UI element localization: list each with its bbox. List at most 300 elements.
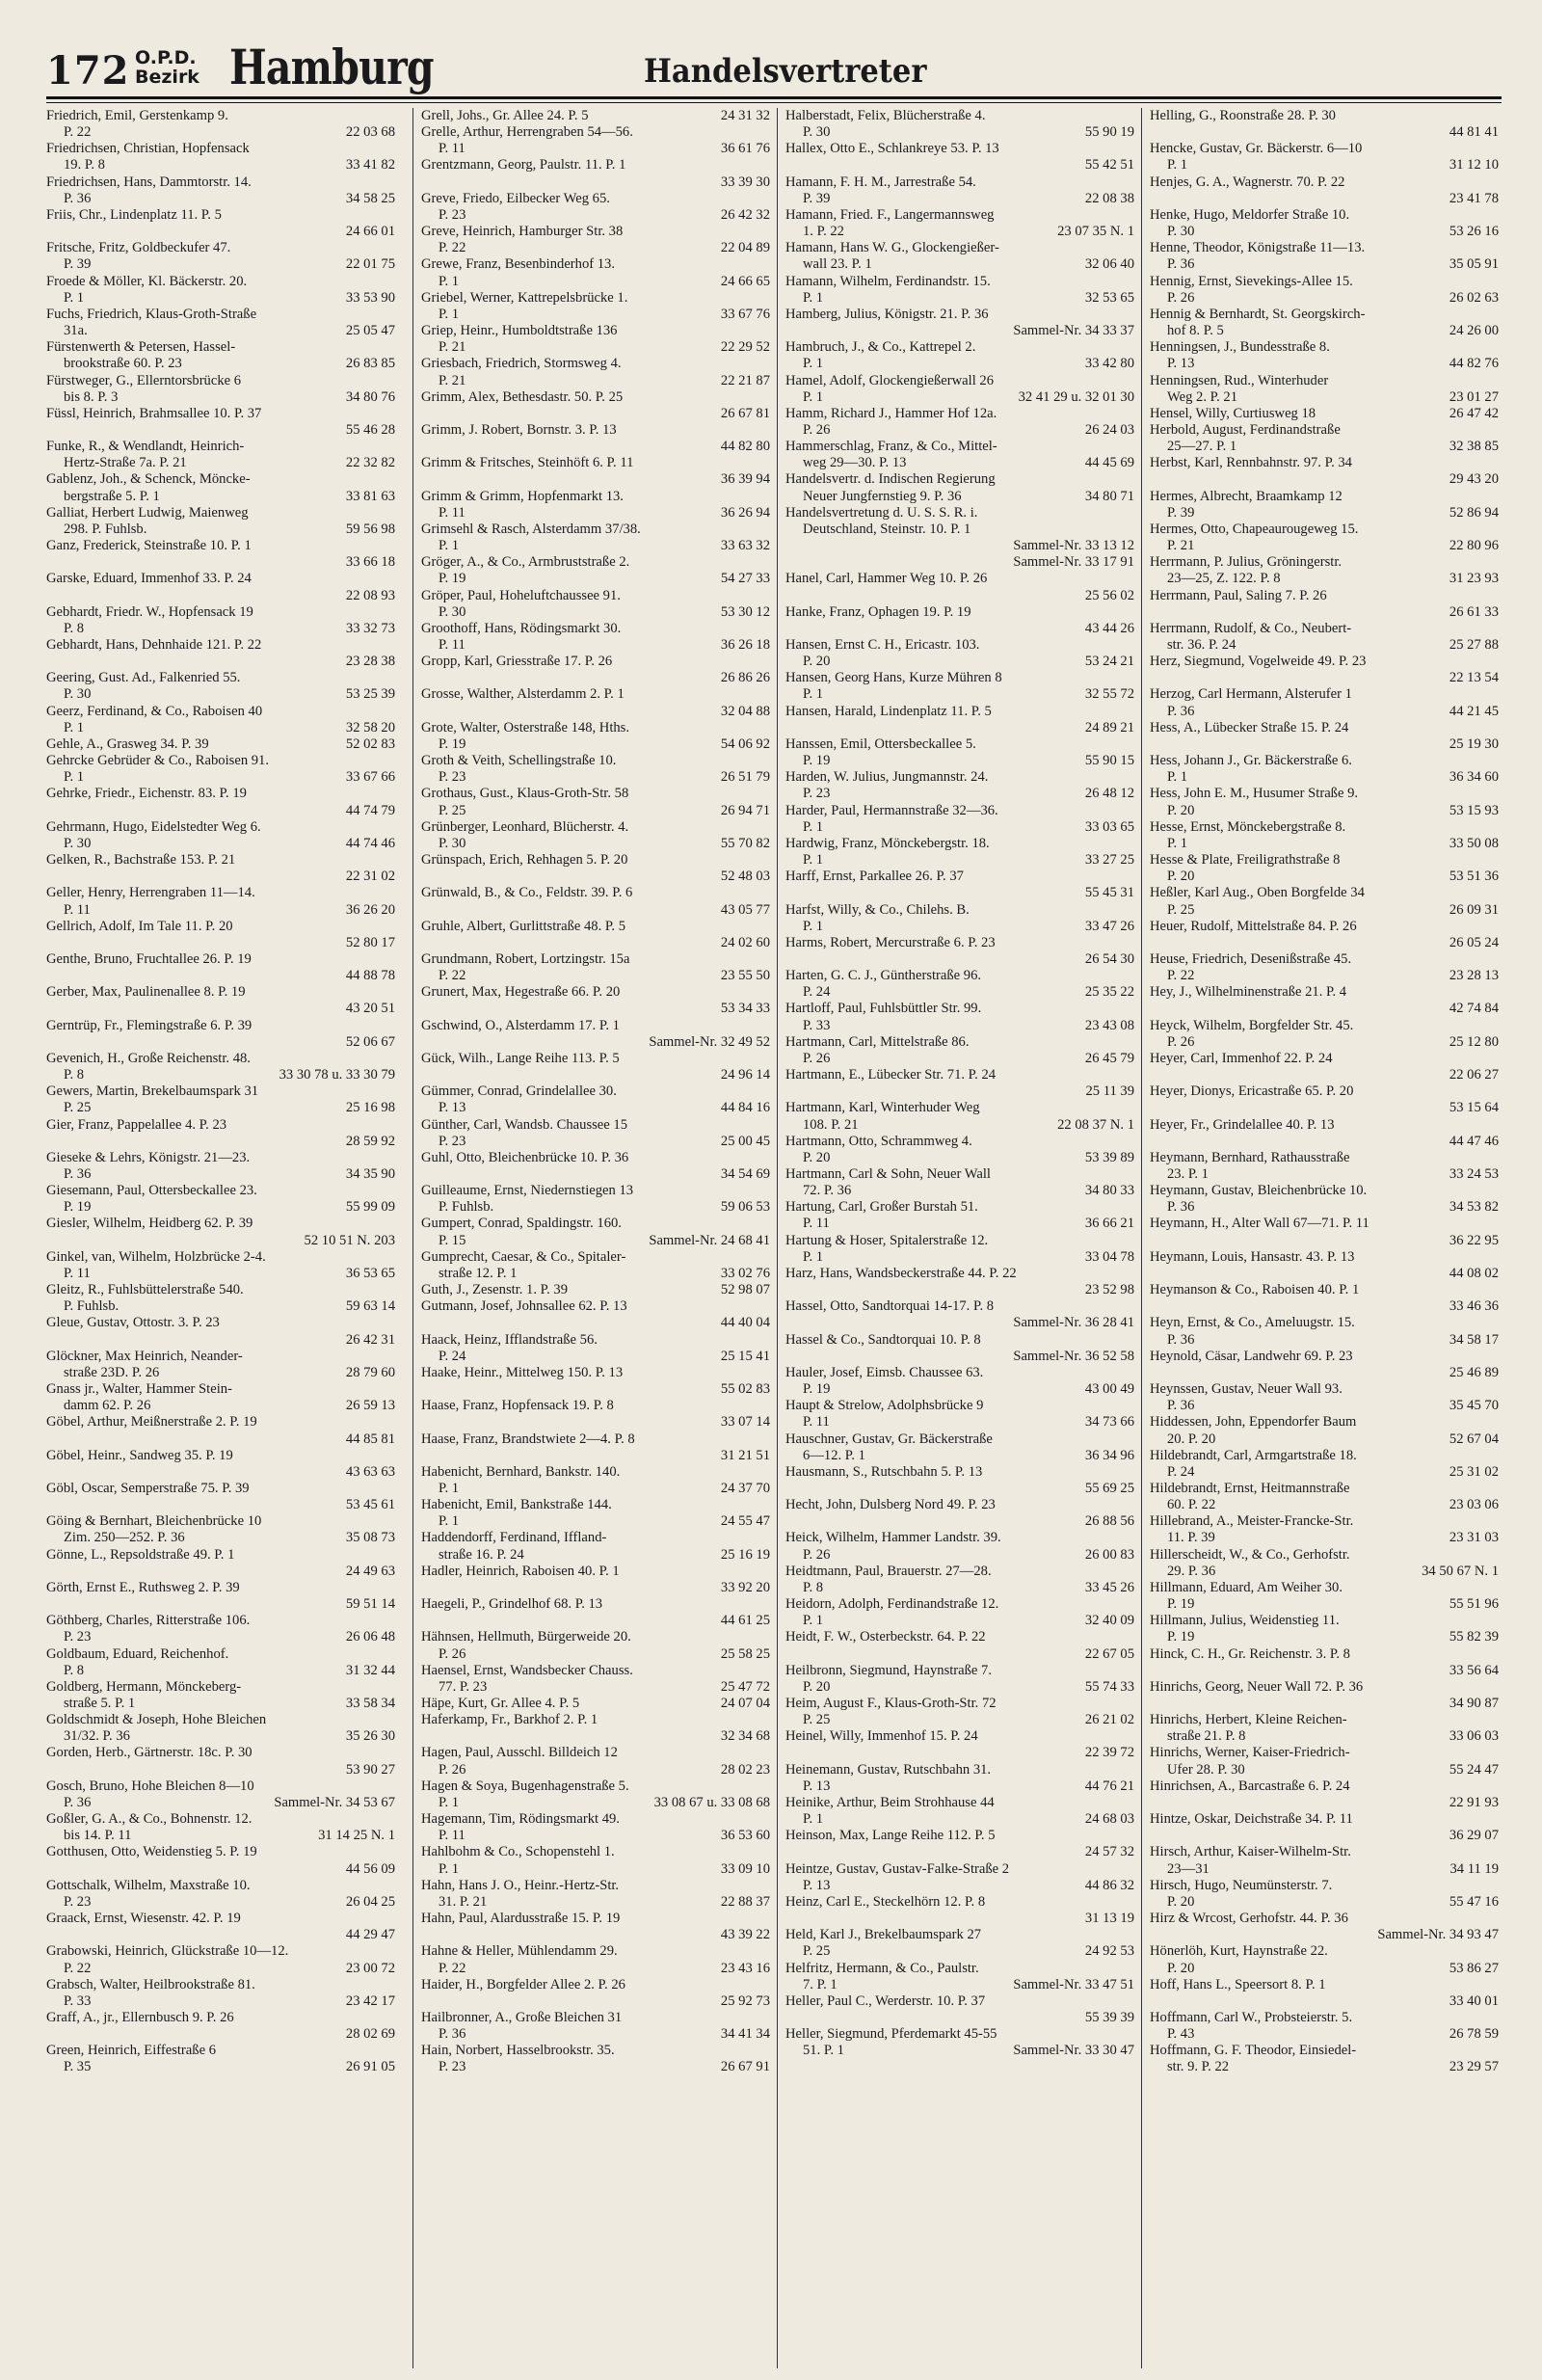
phone-number-line: 34 54 69 — [720, 1166, 770, 1182]
phone-number-line: Sammel-Nr. 36 28 41 — [1013, 1315, 1134, 1331]
entry-line-with-phone — [1150, 1530, 1502, 1546]
entry-line: Greve, Friedo, Eilbecker Weg 65. — [421, 190, 610, 206]
entry-text: P. 1 — [803, 818, 824, 835]
entry-line: Hesse, Ernst, Mönckebergstraße 8. — [1150, 818, 1346, 835]
entry-text: P. 1 — [803, 1248, 824, 1265]
entry-text: P. 13 — [803, 1877, 831, 1893]
entry-line: Heinike, Arthur, Beim Strohhause 44 — [785, 1794, 995, 1810]
phone-number-line: 23 52 98 — [1084, 1282, 1134, 1298]
entry-text: Grell, Johs., Gr. Allee 24. P. 5 — [421, 108, 589, 123]
entry-line-with-phone — [421, 1696, 774, 1712]
phone-number-line: 44 61 25 — [720, 1613, 770, 1629]
phone-number: 54 27 33 — [720, 571, 770, 587]
entry-line: Gotthusen, Otto, Weidenstieg 5. P. 19 — [46, 1844, 257, 1860]
phone-number-line: 43 63 63 — [345, 1463, 395, 1480]
phone-number-line: 24 49 63 — [345, 1563, 395, 1579]
entry-line-with-phone — [421, 307, 774, 323]
entry-line: Hähnsen, Hellmuth, Bürgerweide 20. — [421, 1629, 631, 1645]
entry-line-with-phone — [1150, 1497, 1502, 1513]
entry-line-with-phone — [46, 1894, 399, 1911]
entry-line-with-phone — [46, 191, 399, 207]
entry-line: Hartung & Hoser, Spitalerstraße 12. — [785, 1232, 989, 1248]
entry-line: Haase, Franz, Brandstwiete 2—4. P. 8 — [421, 1431, 635, 1447]
entry-line: Hoffmann, G. F. Theodor, Einsiedel- — [1150, 2043, 1357, 2059]
entry-line: Fürstweger, G., Ellerntorsbrücke 6 — [46, 372, 242, 388]
entry-line: Hermes, Albrecht, Braamkamp 12 — [1150, 488, 1343, 504]
phone-number: 23 43 16 — [720, 1960, 770, 1976]
entry-text: P. 25 — [803, 1712, 831, 1728]
phone-number: 25 15 41 — [720, 1348, 770, 1364]
entry-line-with-phone — [785, 1051, 1138, 1067]
entry-line: Grünberger, Leonhard, Blücherstr. 4. — [421, 818, 629, 835]
entry-text: P. 21 — [439, 339, 466, 356]
entry-text: P. 30 — [803, 124, 831, 141]
phone-number: 55 70 82 — [720, 835, 770, 851]
entry-line: Groth & Veith, Schellingstraße 10. — [421, 753, 617, 769]
entry-line-with-phone — [421, 571, 774, 587]
phone-number-line: 26 42 31 — [345, 1331, 395, 1348]
phone-number: 33 03 65 — [1084, 818, 1134, 835]
phone-number: 24 31 32 — [720, 108, 770, 123]
phone-number-line: 33 56 64 — [1449, 1662, 1499, 1678]
phone-number: 23 29 57 — [1449, 2059, 1499, 2075]
entry-line-with-phone — [46, 769, 399, 786]
district-label — [135, 48, 199, 87]
entry-line: Hamann, Wilhelm, Ferdinandstr. 15. — [785, 273, 991, 289]
entry-line-with-phone — [421, 604, 774, 621]
phone-number: 23 55 50 — [720, 968, 770, 984]
column-2 — [412, 108, 774, 2368]
entry-text: P. 13 — [803, 1778, 831, 1794]
entry-line: Hagen, Paul, Ausschl. Billdeich 12 — [421, 1745, 618, 1761]
entry-line: Gebhardt, Hans, Dehnhaide 121. P. 22 — [46, 637, 262, 653]
phone-number: 59 63 14 — [345, 1298, 395, 1315]
phone-number: 53 51 36 — [1449, 869, 1499, 885]
entry-text: str. 36. P. 24 — [1167, 637, 1236, 653]
phone-number: 33 41 82 — [345, 157, 395, 174]
entry-line: Habenicht, Emil, Bankstraße 144. — [421, 1497, 612, 1513]
phone-number: 28 79 60 — [345, 1364, 395, 1380]
phone-number: 55 82 39 — [1449, 1629, 1499, 1645]
entry-line-with-phone — [46, 1728, 399, 1745]
entry-line: Ganz, Frederick, Steinstraße 10. P. 1 — [46, 538, 252, 554]
entry-line: Geerz, Ferdinand, & Co., Raboisen 40 — [46, 703, 263, 719]
entry-line-with-phone — [421, 274, 774, 290]
entry-line-with-phone — [46, 1629, 399, 1645]
entry-text: P. 39 — [803, 190, 831, 206]
entry-line: Helling, G., Roonstraße 28. P. 30 — [1150, 108, 1336, 123]
phone-number: 22 80 96 — [1449, 538, 1499, 554]
entry-line-with-phone — [1150, 968, 1502, 984]
entry-text: Gehle, A., Grasweg 34. P. 39 — [46, 735, 209, 752]
entry-text: P. 8 — [64, 1662, 85, 1678]
entry-text: P. 21 — [439, 372, 466, 388]
entry-text: P. 24 — [803, 984, 831, 1001]
entry-line: Grelle, Arthur, Herrengraben 54—56. — [421, 124, 633, 141]
entry-text: P. 36 — [64, 190, 92, 206]
phone-number: 26 51 79 — [720, 769, 770, 786]
entry-line-with-phone — [1150, 224, 1502, 240]
phone-number: 23 07 35 N. 1 — [1057, 224, 1134, 240]
phone-number: 52 02 83 — [345, 735, 395, 752]
entry-text: P. 19 — [64, 1199, 92, 1216]
phone-number: 26 78 59 — [1449, 2026, 1499, 2043]
entry-line: Heller, Siegmund, Pferdemarkt 45-55 — [785, 2026, 997, 2043]
phone-number: 34 50 67 N. 1 — [1422, 1563, 1499, 1579]
phone-number: 44 76 21 — [1084, 1778, 1134, 1794]
entry-text: straße 16. P. 24 — [439, 1546, 524, 1563]
entry-line-with-phone — [46, 1696, 399, 1712]
entry-text: P. 23 — [439, 2059, 466, 2075]
phone-number-line: 22 08 93 — [345, 587, 395, 603]
header-rule-thin — [46, 102, 1502, 103]
entry-line: Hahne & Heller, Mühlendamm 29. — [421, 1943, 618, 1960]
entry-line-with-phone — [46, 836, 399, 852]
phone-number: 55 90 19 — [1084, 124, 1134, 141]
phone-number-line: 52 48 03 — [720, 869, 770, 885]
entry-line-with-phone — [785, 1216, 1138, 1232]
phone-number: 33 47 26 — [1084, 918, 1134, 934]
phone-number-line: 22 31 02 — [345, 869, 395, 885]
entry-line: Gleue, Gustav, Ottostr. 3. P. 23 — [46, 1315, 220, 1331]
entry-line-with-phone — [785, 224, 1138, 240]
phone-number-line: 25 11 39 — [1085, 1083, 1134, 1100]
opd-label: O.P.D. — [135, 47, 197, 68]
entry-line-with-phone — [46, 521, 399, 538]
entry-line-with-phone — [785, 919, 1138, 935]
phone-number-line: 25 56 02 — [1084, 587, 1134, 603]
entry-line-with-phone — [421, 1134, 774, 1150]
phone-number: 44 45 69 — [1084, 455, 1134, 471]
entry-text: 19. P. 8 — [64, 157, 105, 174]
phone-number-line: 26 88 56 — [1084, 1513, 1134, 1530]
entry-line-with-phone — [785, 1183, 1138, 1199]
phone-number-line: 33 66 18 — [345, 554, 395, 571]
entry-text: P. 1 — [803, 289, 824, 306]
phone-number: 24 26 00 — [1449, 323, 1499, 339]
header-rule — [46, 96, 1502, 99]
phone-number-line: 36 22 95 — [1449, 1232, 1499, 1248]
phone-number-line: 26 86 26 — [720, 670, 770, 686]
entry-line: Gieseke & Lehrs, Königstr. 21—23. — [46, 1149, 251, 1165]
entry-line-with-phone — [421, 968, 774, 984]
entry-line-with-phone — [1150, 1564, 1502, 1580]
entry-line-with-phone — [421, 1679, 774, 1696]
entry-line-with-phone — [421, 505, 774, 521]
entry-line-with-phone — [1150, 836, 1502, 852]
phone-number: 34 80 76 — [345, 388, 395, 405]
entry-line-with-phone — [1150, 869, 1502, 885]
entry-text: P. 11 — [64, 901, 91, 918]
entry-line-with-phone — [785, 422, 1138, 439]
entry-line: Hinrichsen, A., Barcastraße 6. P. 24 — [1150, 1778, 1350, 1794]
phone-number: 32 40 09 — [1084, 1613, 1134, 1629]
phone-number: 22 04 89 — [720, 240, 770, 256]
section-title: Handelsvertreter — [644, 52, 927, 91]
entry-text: P. 26 — [1167, 289, 1195, 306]
entry-line: Friedrichsen, Christian, Hopfensack — [46, 141, 250, 157]
entry-text: P. 11 — [439, 1828, 465, 1844]
phone-number-line: 33 46 36 — [1449, 1298, 1499, 1315]
phone-number: 53 24 21 — [1084, 654, 1134, 670]
entry-line: Hallex, Otto E., Schlankreye 53. P. 13 — [785, 141, 999, 157]
entry-line: Heymann, Bernhard, Rathausstraße — [1150, 1149, 1350, 1165]
phone-number-line: 24 96 14 — [720, 1067, 770, 1083]
phone-number: 22 21 87 — [720, 372, 770, 388]
entry-line-with-phone — [1150, 356, 1502, 372]
phone-number-line: 33 39 30 — [720, 174, 770, 190]
phone-number: 26 06 48 — [345, 1629, 395, 1645]
entry-text: P. 20 — [803, 1149, 831, 1165]
phone-number-line: 55 45 31 — [1084, 885, 1134, 901]
entry-line: Heinz, Carl E., Steckelhörn 12. P. 8 — [785, 1893, 986, 1910]
entry-line-with-phone — [46, 1961, 399, 1977]
entry-text: 20. P. 20 — [1167, 1431, 1216, 1447]
phone-number: 25 00 45 — [720, 1133, 770, 1149]
entry-line: Hinrichs, Werner, Kaiser-Friedrich- — [1150, 1745, 1350, 1761]
entry-text: P. 25 — [803, 1943, 831, 1960]
entry-line: Gumprecht, Caesar, & Co., Spitaler- — [421, 1248, 626, 1265]
entry-line: Gevenich, H., Große Reichenstr. 48. — [46, 1050, 251, 1066]
entry-line-with-phone — [421, 1481, 774, 1497]
entry-line-with-phone — [46, 1530, 399, 1546]
entry-line-with-phone — [46, 1795, 399, 1811]
entry-line-with-phone — [1150, 1728, 1502, 1745]
phone-number: 52 67 04 — [1449, 1431, 1499, 1447]
phone-number: 33 04 78 — [1084, 1248, 1134, 1265]
phone-number-line: 26 05 24 — [1449, 934, 1499, 950]
entry-line: Heidt, F. W., Osterbeckstr. 64. P. 22 — [785, 1629, 986, 1645]
entry-text: 6—12. P. 1 — [803, 1447, 865, 1463]
entry-line: Göbel, Heinr., Sandweg 35. P. 19 — [46, 1447, 233, 1463]
entry-line: Hailbronner, A., Große Bleichen 31 — [421, 2009, 623, 2025]
phone-number-line: 24 02 60 — [720, 934, 770, 950]
phone-number-line: 44 85 81 — [345, 1431, 395, 1447]
entry-line: Gewers, Martin, Brekelbaumspark 31 — [46, 1083, 259, 1100]
entry-line: Hermes, Otto, Chapeaurougeweg 15. — [1150, 521, 1359, 537]
phone-number: 36 34 60 — [1449, 769, 1499, 786]
entry-line-with-phone — [785, 1679, 1138, 1696]
phone-number-line: 26 67 81 — [720, 405, 770, 421]
entry-text: 31a. — [64, 323, 88, 339]
entry-text: P. 19 — [1167, 1629, 1195, 1645]
phone-number-line: 43 44 26 — [1084, 620, 1134, 636]
phone-number-line: 26 61 33 — [1449, 603, 1499, 620]
entry-line: Gelken, R., Bachstraße 153. P. 21 — [46, 852, 236, 869]
entry-line: Hansen, Ernst C. H., Ericastr. 103. — [785, 637, 980, 653]
phone-number: 25 47 72 — [720, 1678, 770, 1695]
entry-line: Heller, Paul C., Werderstr. 10. P. 37 — [785, 1992, 986, 2009]
entry-text: P. 20 — [1167, 869, 1195, 885]
entry-line: Hartloff, Paul, Fuhlsbüttler Str. 99. — [785, 1001, 982, 1017]
phone-number: 31 23 93 — [1449, 571, 1499, 587]
entry-line-with-phone — [421, 108, 774, 124]
entry-line: Harff, Ernst, Parkallee 26. P. 37 — [785, 869, 964, 885]
phone-number: 44 21 45 — [1449, 703, 1499, 719]
entry-text: P. 26 — [439, 1645, 466, 1662]
phone-number: 33 30 78 u. 33 30 79 — [279, 1067, 395, 1083]
entry-line: Grimm & Fritsches, Steinhöft 6. P. 11 — [421, 455, 634, 471]
phone-number: 33 67 76 — [720, 306, 770, 322]
entry-line: Henningsen, Rud., Winterhuder — [1150, 372, 1329, 388]
entry-line: Goldschmidt & Joseph, Hohe Bleichen — [46, 1712, 267, 1728]
entry-line: Hauler, Josef, Eimsb. Chaussee 63. — [785, 1364, 984, 1380]
phone-number-line: 44 81 41 — [1449, 124, 1499, 141]
entry-line: Hirsch, Hugo, Neumünsterstr. 7. — [1150, 1877, 1333, 1893]
phone-number: 54 06 92 — [720, 735, 770, 752]
entry-line: Herrmann, Paul, Saling 7. P. 26 — [1150, 587, 1327, 603]
entry-line-with-phone — [46, 124, 399, 141]
entry-text: P. 23 — [439, 769, 466, 786]
entry-line-with-phone — [421, 1233, 774, 1249]
entry-line: Heilbronn, Siegmund, Haynstraße 7. — [785, 1662, 993, 1678]
phone-number: 53 15 93 — [1449, 802, 1499, 818]
entry-line-with-phone — [1150, 769, 1502, 786]
entry-line-with-phone — [1150, 803, 1502, 819]
entry-line: Grunert, Max, Hegestraße 66. P. 20 — [421, 984, 621, 1001]
entry-line-with-phone — [785, 654, 1138, 670]
entry-text: P. 1 — [439, 1480, 460, 1496]
phone-number: 36 66 21 — [1084, 1216, 1134, 1232]
entry-line-with-phone — [46, 1199, 399, 1216]
entry-line-with-phone — [421, 1266, 774, 1282]
phone-number-line: 44 82 80 — [720, 439, 770, 455]
bezirk-label: Bezirk — [135, 67, 199, 88]
phone-number: 26 45 79 — [1084, 1050, 1134, 1066]
entry-text: P. 1 — [1167, 769, 1188, 786]
phone-number: 52 98 07 — [720, 1282, 770, 1298]
entry-text: P. 19 — [803, 1381, 831, 1398]
entry-line: Henne, Theodor, Königstraße 11—13. — [1150, 240, 1366, 256]
phone-number-line: 53 15 64 — [1449, 1100, 1499, 1116]
entry-text: P. 1 — [803, 356, 824, 372]
entry-line: Hamberg, Julius, Königstr. 21. P. 36 — [785, 306, 989, 322]
entry-line: Herbold, August, Ferdinandstraße — [1150, 421, 1341, 438]
entry-line-with-phone — [421, 1100, 774, 1116]
phone-number: 32 06 40 — [1084, 256, 1134, 273]
phone-number: 36 26 20 — [345, 901, 395, 918]
entry-line: Green, Heinrich, Eiffestraße 6 — [46, 2043, 216, 2059]
phone-number: 26 83 85 — [345, 356, 395, 372]
entry-text: Hensel, Willy, Curtiusweg 18 — [1150, 405, 1316, 421]
entry-text: P. 1 — [1167, 157, 1188, 174]
entry-line-with-phone — [1150, 1961, 1502, 1977]
phone-number: 25 27 88 — [1449, 637, 1499, 653]
entry-line-with-phone — [46, 1828, 399, 1844]
phone-number-line: Sammel-Nr. 32 49 52 — [649, 1033, 770, 1050]
phone-number-line: 36 29 07 — [1449, 1828, 1499, 1844]
entry-text: P. 8 — [64, 1067, 85, 1083]
entry-line-with-phone — [785, 1018, 1138, 1034]
phone-number: 23 31 03 — [1449, 1530, 1499, 1546]
entry-text: P. 1 — [1167, 835, 1188, 851]
entry-line: Hadler, Heinrich, Raboisen 40. P. 1 — [421, 1563, 620, 1579]
entry-line: Hinck, C. H., Gr. Reichenstr. 3. P. 8 — [1150, 1645, 1350, 1662]
entry-line: Gerntrüp, Fr., Flemingstraße 6. P. 39 — [46, 1017, 253, 1033]
entry-line: Heynold, Cäsar, Landwehr 69. P. 23 — [1150, 1348, 1353, 1364]
phone-number: 26 59 13 — [345, 1398, 395, 1414]
phone-number: 33 42 80 — [1084, 356, 1134, 372]
entry-text: P. 1 — [64, 769, 85, 786]
entry-line: Hardwig, Franz, Mönckebergstr. 18. — [785, 835, 990, 851]
entry-text: P. Fuhlsb. — [439, 1199, 494, 1216]
phone-number: 32 38 85 — [1449, 439, 1499, 455]
entry-line: Grewe, Franz, Besenbinderhof 13. — [421, 256, 616, 273]
phone-number: 53 86 27 — [1449, 1960, 1499, 1976]
entry-line: Gerber, Max, Paulinenallee 8. P. 19 — [46, 984, 246, 1001]
phone-number: 33 06 03 — [1449, 1728, 1499, 1745]
entry-line: Henke, Hugo, Meldorfer Straße 10. — [1150, 206, 1350, 223]
entry-text: 108. P. 21 — [803, 1116, 859, 1133]
entry-text: wall 23. P. 1 — [803, 256, 872, 273]
entry-line: Hillmann, Julius, Weidenstieg 11. — [1150, 1613, 1340, 1629]
phone-number: 35 26 30 — [345, 1728, 395, 1745]
phone-number-line: 22 13 54 — [1449, 670, 1499, 686]
entry-line-with-phone — [1150, 1199, 1502, 1216]
entry-line: Hiddessen, John, Eppendorfer Baum — [1150, 1414, 1357, 1431]
entry-text: P. 33 — [803, 1017, 831, 1033]
phone-number: 55 51 96 — [1449, 1596, 1499, 1613]
phone-number: 26 48 12 — [1084, 786, 1134, 802]
entry-text: P. 23 — [803, 786, 831, 802]
entry-text: P. 11 — [439, 141, 465, 157]
phone-number: 33 53 90 — [345, 289, 395, 306]
entry-line: Herzog, Carl Hermann, Alsterufer 1 — [1150, 686, 1352, 703]
entry-line-with-phone — [421, 803, 774, 819]
entry-line: Gottschalk, Wilhelm, Maxstraße 10. — [46, 1877, 251, 1893]
entry-line: Herz, Siegmund, Vogelweide 49. P. 23 — [1150, 654, 1367, 670]
entry-text: P. 19 — [439, 735, 466, 752]
entry-line-with-phone — [46, 290, 399, 307]
entry-line: Gumpert, Conrad, Spaldingstr. 160. — [421, 1216, 622, 1232]
entry-text: P. 35 — [64, 2059, 92, 2075]
entry-line: Funke, R., & Wendlandt, Heinrich- — [46, 439, 245, 455]
phone-number-line: 34 90 87 — [1449, 1696, 1499, 1711]
entry-line-with-phone — [421, 1828, 774, 1844]
entry-line: Heidtmann, Paul, Brauerstr. 27—28. — [785, 1563, 992, 1579]
entry-line: Hanel, Carl, Hammer Weg 10. P. 26 — [785, 571, 988, 587]
phone-number-line: 22 39 72 — [1084, 1745, 1134, 1761]
phone-number: 43 00 49 — [1084, 1381, 1134, 1398]
entry-line-with-phone — [46, 389, 399, 406]
entry-line-with-phone — [1150, 704, 1502, 720]
entry-line-with-phone — [46, 2059, 399, 2075]
entry-line-with-phone — [46, 621, 399, 637]
entry-text: P. 22 — [439, 968, 466, 984]
phone-number-line: 25 92 73 — [720, 1992, 770, 2009]
entry-text: P. 1 — [439, 1794, 460, 1810]
entry-text: straße 5. P. 1 — [64, 1696, 136, 1711]
entry-text: P. 23 — [439, 206, 466, 223]
phone-number: 34 35 90 — [345, 1166, 395, 1182]
phone-number-line: 24 89 21 — [1084, 719, 1134, 735]
phone-number-line: 53 34 33 — [720, 1001, 770, 1017]
entry-line-with-phone — [1150, 1431, 1502, 1448]
entry-text: 29. P. 36 — [1167, 1563, 1216, 1579]
entry-line-with-phone — [1150, 439, 1502, 455]
entry-line: Göing & Bernhart, Bleichenbrücke 10 — [46, 1513, 262, 1530]
phone-number: 26 94 71 — [720, 802, 770, 818]
entry-line: Hildebrandt, Ernst, Heitmannstraße — [1150, 1480, 1350, 1496]
entry-line: Fürstenwerth & Petersen, Hassel- — [46, 339, 236, 356]
entry-text: P. 1 — [803, 918, 824, 934]
entry-text: P. 1 — [439, 273, 460, 289]
entry-text: P. 20 — [1167, 802, 1195, 818]
entry-line: Goßler, G. A., & Co., Bohnenstr. 12. — [46, 1811, 253, 1828]
entry-line-with-phone — [1150, 157, 1502, 174]
entry-line-with-phone — [1150, 290, 1502, 307]
phone-number-line: 25 46 89 — [1449, 1364, 1499, 1380]
